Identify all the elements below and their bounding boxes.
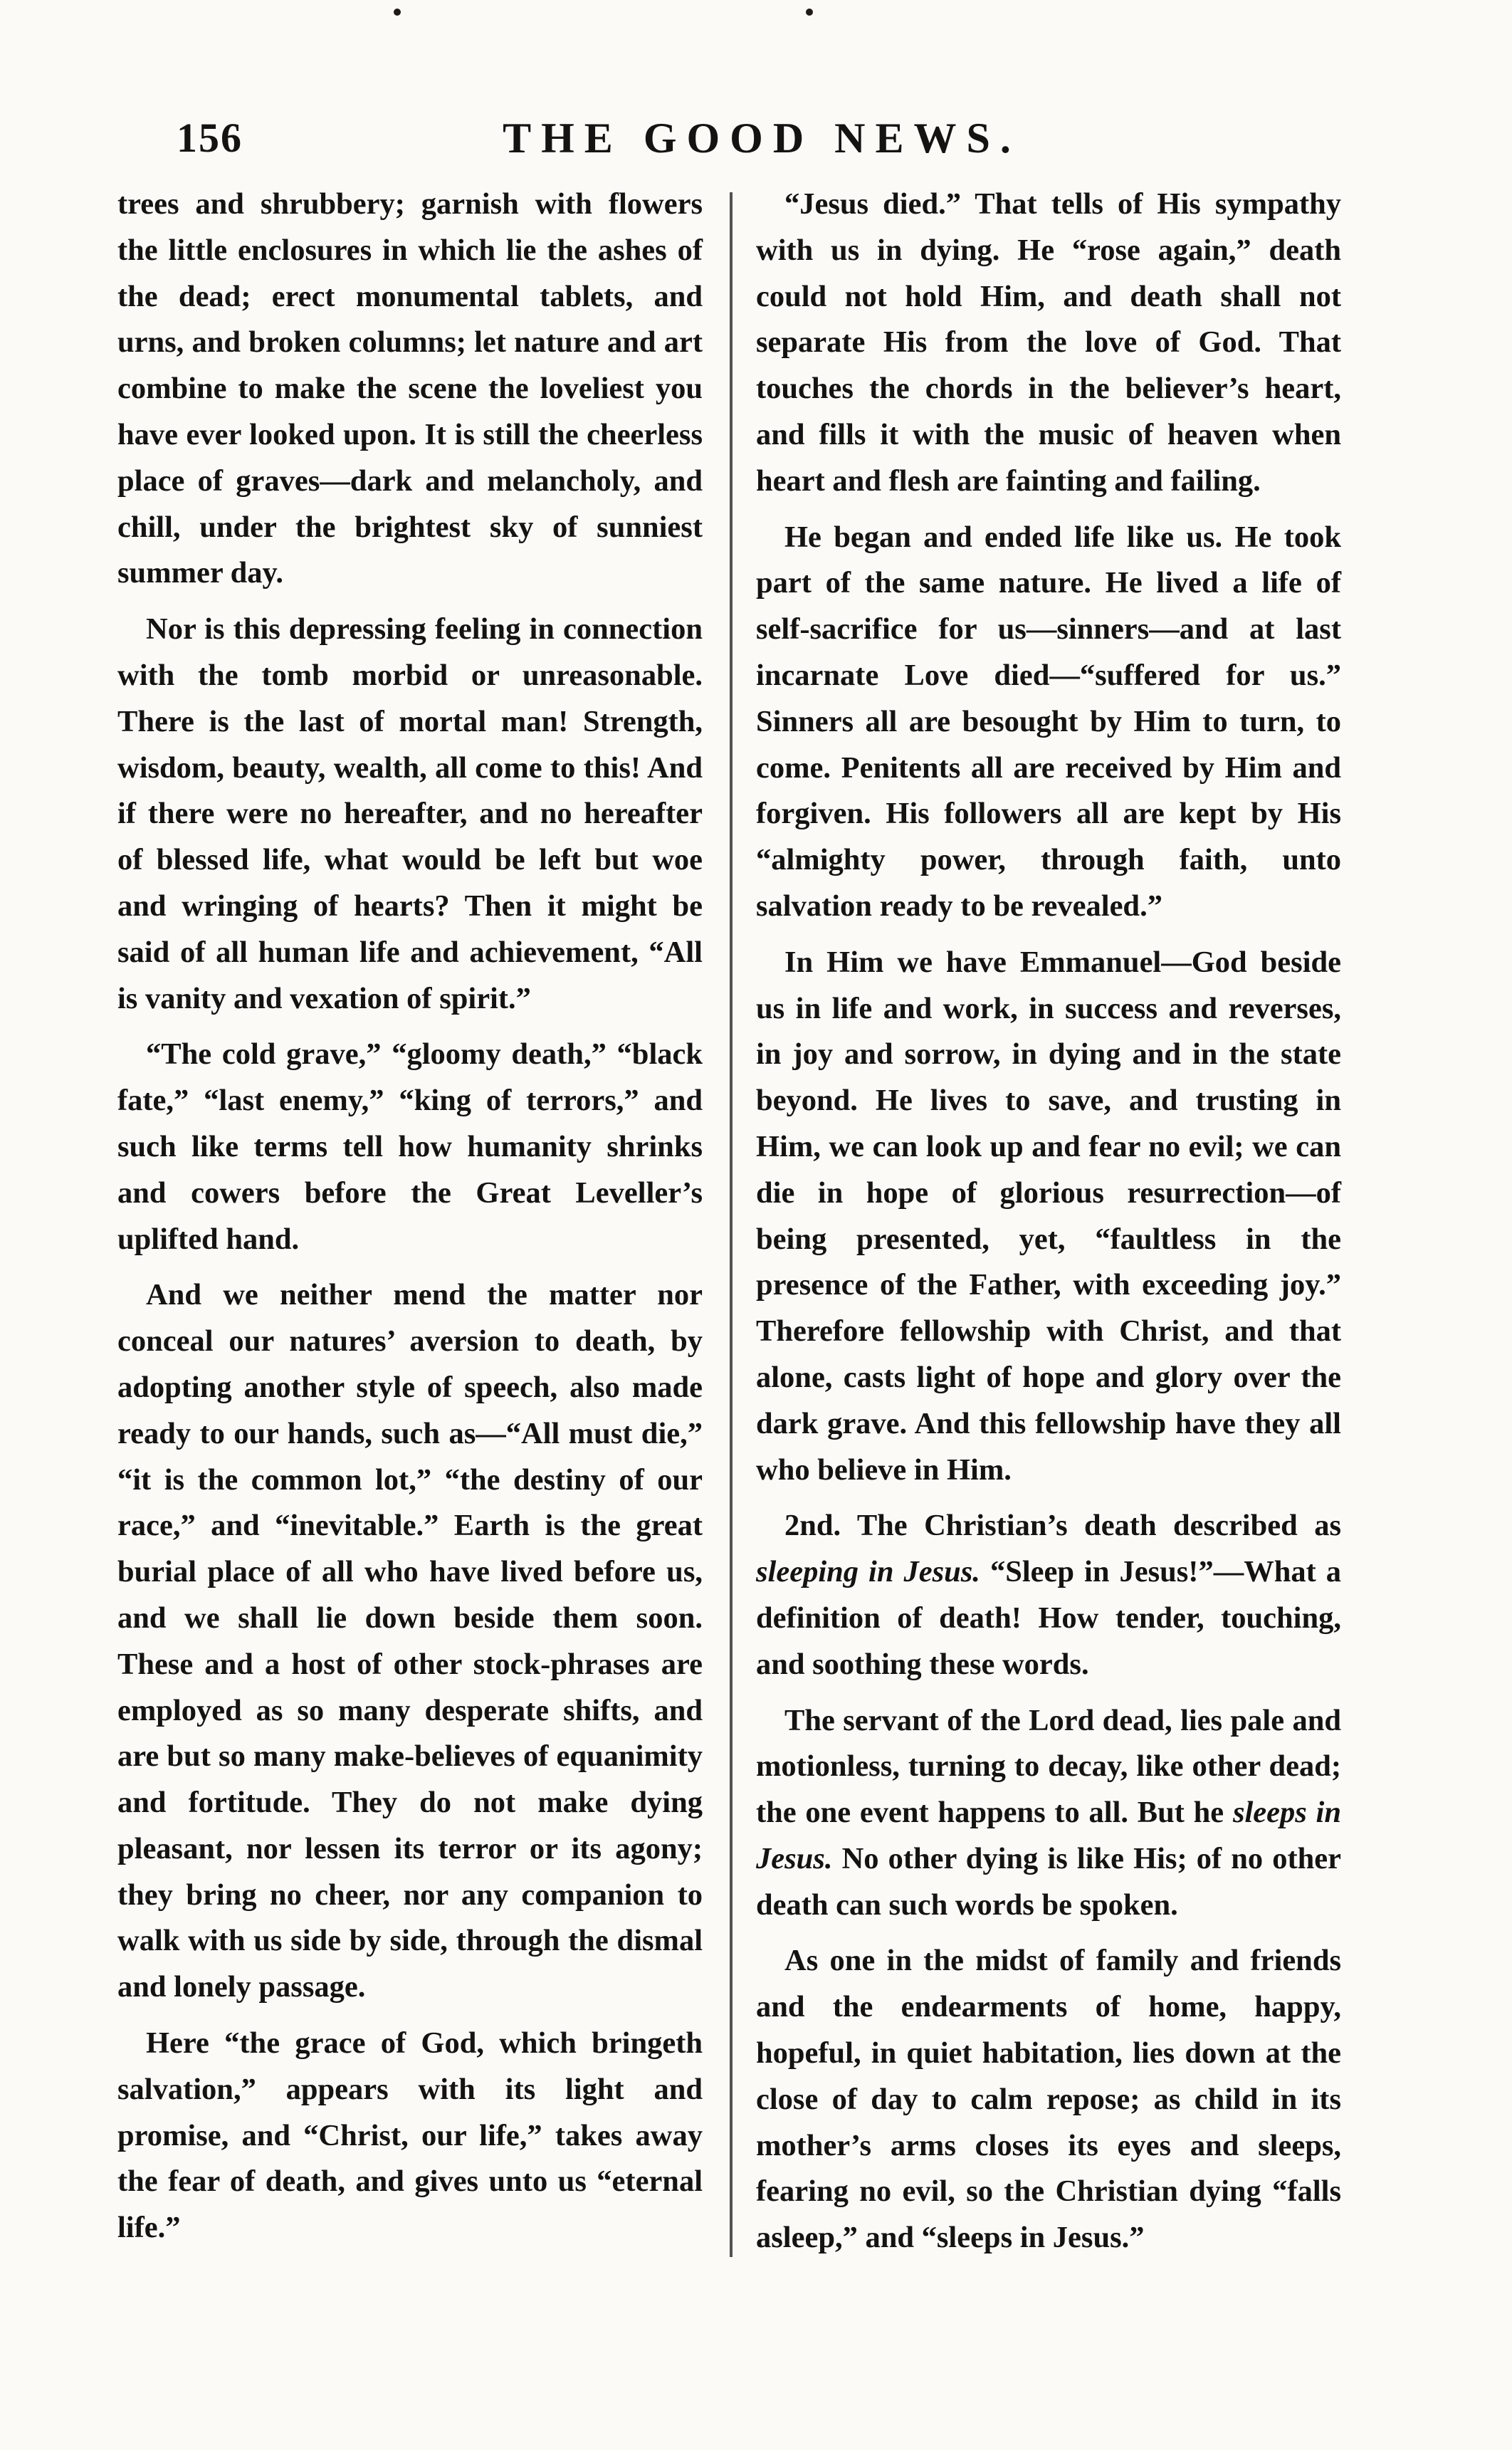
ink-speck	[394, 9, 401, 16]
paragraph: Nor is this depressing feeling in connection with the tomb morbid or unreasonable. There is the last of mortal man! Strength, wisdom, beauty, wealth, all come to this! And if there were no hereafter, and no hereafter of blessed life, what would be left but woe and wringing of hearts? Then it might be said of all human life and achievement, “All is vanity and vexation of spirit.”	[117, 612, 703, 1015]
paragraph: As one in the midst of family and friends and the endearments of home, happy, hopeful, in quiet habitation, lies down at the close of day to calm repose; as child in its mother’s arms closes its eyes and sleeps, fearing no evil, so the Christian dying “falls asleep,” and “sleeps in Jesus.”	[756, 1944, 1341, 2255]
paragraph: And we neither mend the matter nor conceal our natures’ aversion to death, by adopting another style of speech, also made ready to our hands, such as—“All must die,” “it is the common lot,” “the destiny of our race,” and “inevitable.” Earth is the great burial place of all who have lived before us, and we shall lie down beside them soon. These and a host of other stock-phrases are employed as so many desperate shifts, and are but so many make-believes of equanimity and fortitude. They do not make dying pleasant, nor lessen its terror or its agony; they bring no cheer, nor any companion to walk with us side by side, through the dismal and lonely passage.	[117, 1278, 703, 2004]
text-run: The servant of the Lord dead, lies pale and motionless, turning to decay, like other dead; the one event happens to all. But he	[756, 1703, 1341, 1830]
running-head: THE GOOD NEWS.	[503, 115, 1021, 162]
left-column	[117, 182, 703, 2261]
paragraph: “The cold grave,” “gloomy death,” “black fate,” “last enemy,” “king of terrors,” and such like terms tell how humanity shrinks and cowers before the Great Leveller’s uplifted hand.	[117, 1037, 703, 1256]
paragraph: trees and shrubbery; garnish with flowers the little enclosures in which lie the ashes of the dead; erect monumental tablets, and urns, and broken columns; let nature and art combine to make the scene the loveliest you have ever looked upon. It is still the cheerless place of graves—dark and melancholy, and chill, under the brightest sky of sunniest summer day.	[117, 187, 703, 590]
paragraph: Here “the grace of God, which bringeth salvation,” appears with its light and promise, and “Christ, our life,” takes away the fear of death, and gives unto us “eternal life.”	[117, 2026, 703, 2245]
paragraph: He began and ended life like us. He took part of the same nature. He lived a life of self-sacrifice for us—sinners—and at last incarnate Love died—“suffered for us.” Sinners all are besought by Him to turn, to come. Penitents all are received by Him and forgiven. His followers all are kept by His “almighty power, through faith, unto salvation ready to be revealed.”	[756, 520, 1341, 923]
paragraph: “Jesus died.” That tells of His sympathy with us in dying. He “rose again,” death could not hold Him, and death shall not separate His from the love of God. That touches the chords in the believer’s heart, and fills it with the music of heaven when heart and flesh are fainting and failing.	[756, 187, 1341, 498]
paragraph: In Him we have Emmanuel—God beside us in life and work, in success and reverses, in joy and sorrow, in dying and in the state beyond. He lives to save, and trusting in Him, we can look up and fear no evil; we can die in hope of glorious resurrection—of being presented, yet, “faultless in the presence of the Father, with exceeding joy.” Therefore fellowship with Christ, and that alone, casts light of hope and glory over the dark grave. And this fellowship have they all who believe in Him.	[756, 945, 1341, 1487]
text-run: No other dying is like His; of no other death can such words be spoken.	[756, 1841, 1341, 1922]
column-rule	[730, 192, 733, 2257]
page-header	[157, 114, 1367, 178]
ink-speck	[806, 9, 813, 16]
paragraph	[756, 1503, 1341, 1687]
text-run: 2nd. The Christian’s death described as	[784, 1509, 1341, 1543]
right-column	[756, 182, 1341, 2271]
italic-phrase: sleeps in Jesus.	[756, 1796, 1341, 1875]
page-number: 156	[177, 115, 243, 161]
italic-phrase: sleeping in Jesus.	[756, 1555, 980, 1589]
text-run: “Sleep in Jesus!”—What a definition of death! How tender, touching, and soothing these words.	[756, 1555, 1341, 1681]
paragraph	[756, 1698, 1341, 1929]
